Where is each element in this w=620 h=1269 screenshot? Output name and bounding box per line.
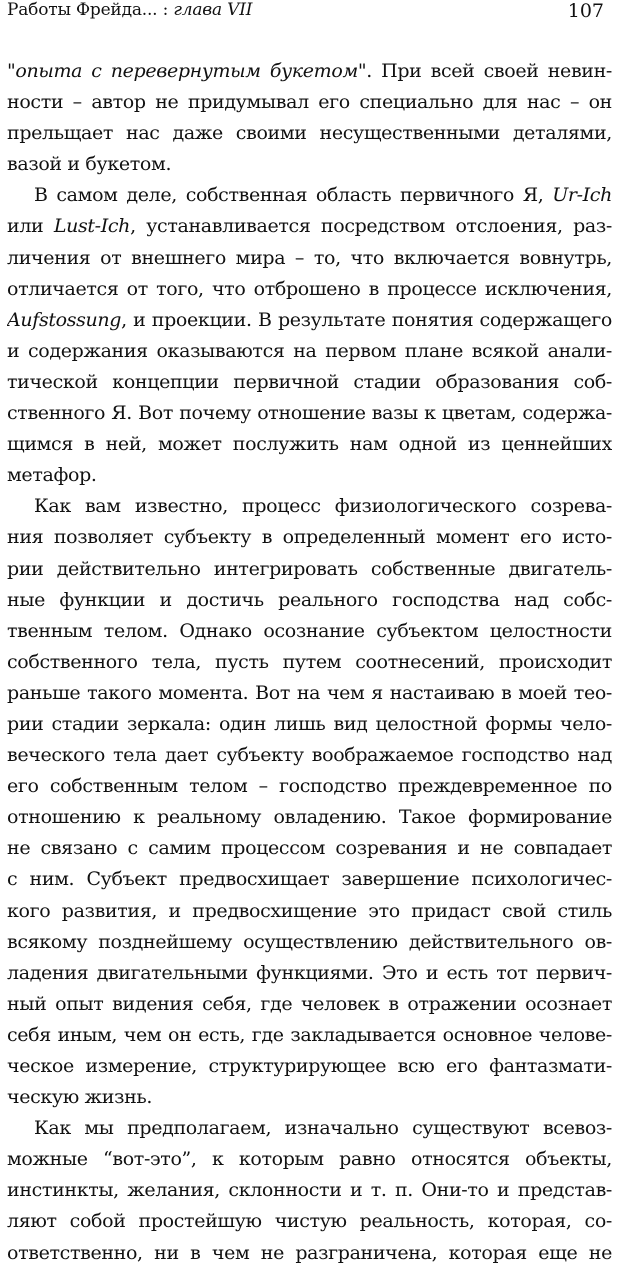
text-line — [7, 647, 612, 678]
italic-term: Lust-Ich — [53, 215, 131, 238]
text-line — [7, 180, 612, 211]
text-line — [7, 989, 612, 1020]
text-line — [7, 833, 612, 864]
text-segment: рии действительно интегрировать собственные двигатель- — [7, 557, 612, 580]
text-segment: вазой и букетом. — [7, 153, 172, 176]
text-line — [7, 398, 612, 429]
running-head — [7, 0, 612, 30]
text-segment: Как мы предполагаем, изначально существуют всевоз- — [34, 1117, 612, 1140]
text-segment: В самом деле, собственная область первичного Я, — [34, 184, 553, 207]
text-segment: ляют собой простейшую чистую реальность, которая, со- — [7, 1210, 612, 1233]
text-segment: прельщает нас даже своими несущественными деталями, — [7, 122, 612, 145]
text-segment: . При всей своей невин- — [366, 60, 612, 82]
text-line — [7, 771, 612, 802]
text-segment: себя иным, чем он есть, где закладывается основное челове- — [7, 1023, 612, 1046]
text-line — [7, 336, 612, 367]
text-line — [7, 896, 612, 927]
text-line — [7, 927, 612, 958]
text-line — [7, 1051, 612, 1082]
text-line — [7, 1175, 612, 1206]
text-line — [7, 585, 612, 616]
body-text — [7, 56, 612, 1269]
text-line — [7, 429, 612, 460]
text-segment: собственного тела, пусть путем соотнесений, происходит — [7, 650, 612, 673]
text-line — [7, 864, 612, 895]
text-line — [7, 1082, 612, 1113]
text-line — [7, 243, 612, 274]
text-segment: ности – автор не придумывал его специально для нас – он — [7, 91, 612, 114]
title-separator: : — [157, 0, 174, 20]
text-segment: кого развития, и предвосхищение это придаст свой стиль — [7, 899, 612, 922]
text-segment: раньше такого момента. Вот на чем я настаиваю в моей тео- — [7, 681, 612, 704]
text-line — [7, 554, 612, 585]
chapter-label: глава VII — [173, 0, 253, 20]
text-segment: инстинкты, желания, склонности и т. п. Они-то и представ- — [7, 1179, 612, 1202]
text-line — [7, 491, 612, 522]
text-segment: личения от внешнего мира – то, что включается вовнутрь, — [7, 246, 612, 269]
text-segment: ческое измерение, структурирующее всю его фантазмати- — [7, 1055, 612, 1077]
text-line — [7, 305, 612, 336]
text-line — [7, 1020, 612, 1051]
page-number: 107 — [567, 0, 604, 22]
italic-term: Aufstossung — [7, 308, 122, 331]
text-segment: ответственно, ни в чем не разграничена, которая еще не — [7, 1241, 612, 1264]
text-line — [7, 274, 612, 305]
text-line — [7, 709, 612, 740]
text-line — [7, 522, 612, 553]
text-line — [7, 802, 612, 833]
text-line — [7, 1206, 612, 1237]
text-line — [7, 678, 612, 709]
paragraph — [7, 56, 612, 180]
text-segment: ческую жизнь. — [7, 1086, 153, 1109]
paragraph — [7, 491, 612, 1113]
text-segment: или — [7, 215, 54, 238]
text-segment: ственного Я. Вот почему отношение вазы к цветам, содержа- — [7, 402, 612, 425]
text-segment: его собственным телом – господство преждевременное по — [7, 775, 612, 798]
text-segment: , и проекции. В результате понятия содержащего — [121, 308, 612, 331]
text-line — [7, 211, 612, 242]
text-segment: с ним. Субъект предвосхищает завершение психологичес- — [7, 868, 612, 891]
book-title: Работы Фрейда... — [7, 0, 158, 20]
text-line — [7, 1113, 612, 1144]
italic-term: Ur-Ich — [552, 184, 612, 207]
text-segment: ния позволяет субъекту в определенный момент его исто- — [7, 526, 612, 549]
text-line — [7, 56, 612, 87]
text-segment: , устанавливается посредством отслоения, раз- — [130, 215, 612, 238]
text-segment: тической концепции первичной стадии образования соб- — [7, 370, 612, 393]
text-segment: ный опыт видения себя, где человек в отражении осознает — [7, 992, 612, 1015]
text-segment: ные функции и достичь реального господства над собс- — [7, 588, 612, 611]
text-segment: щимся в ней, может послужить нам одной из ценнейших — [7, 433, 612, 456]
text-line — [7, 1144, 612, 1175]
text-line — [7, 149, 612, 180]
text-line — [7, 616, 612, 647]
paragraph — [7, 180, 612, 491]
text-segment: веческого тела дает субъекту воображаемое господство над — [7, 744, 612, 767]
text-line — [7, 460, 612, 491]
text-segment: Как вам известно, процесс физиологического созрева- — [34, 495, 612, 518]
text-line — [7, 367, 612, 398]
text-line — [7, 740, 612, 771]
text-segment: всякому позднейшему осуществлению действительного ов- — [7, 930, 612, 953]
text-segment: отличается от того, что отброшено в процессе исключения, — [7, 277, 612, 300]
text-line — [7, 1238, 612, 1269]
text-segment: можные “вот-это”, к которым равно относятся объекты, — [7, 1148, 612, 1171]
text-segment: ладения двигательными функциями. Это и есть тот первич- — [7, 961, 612, 984]
text-line — [7, 958, 612, 989]
text-segment: твенным телом. Однако осознание субъектом целостности — [7, 619, 612, 642]
text-line — [7, 87, 612, 118]
text-segment: рии стадии зеркала: один лишь вид целостной формы чело- — [7, 712, 612, 735]
text-segment: метафор. — [7, 464, 97, 487]
running-title — [7, 0, 252, 20]
italic-term: "опыта с перевернутым букетом" — [7, 60, 367, 82]
text-line — [7, 118, 612, 149]
paragraph — [7, 1113, 612, 1268]
text-segment: не связано с самим процессом созревания и не совпадает — [7, 837, 612, 860]
text-segment: отношению к реальному овладению. Такое формирование — [7, 806, 612, 829]
text-segment: и содержания оказываются на первом плане всякой анали- — [7, 339, 612, 362]
